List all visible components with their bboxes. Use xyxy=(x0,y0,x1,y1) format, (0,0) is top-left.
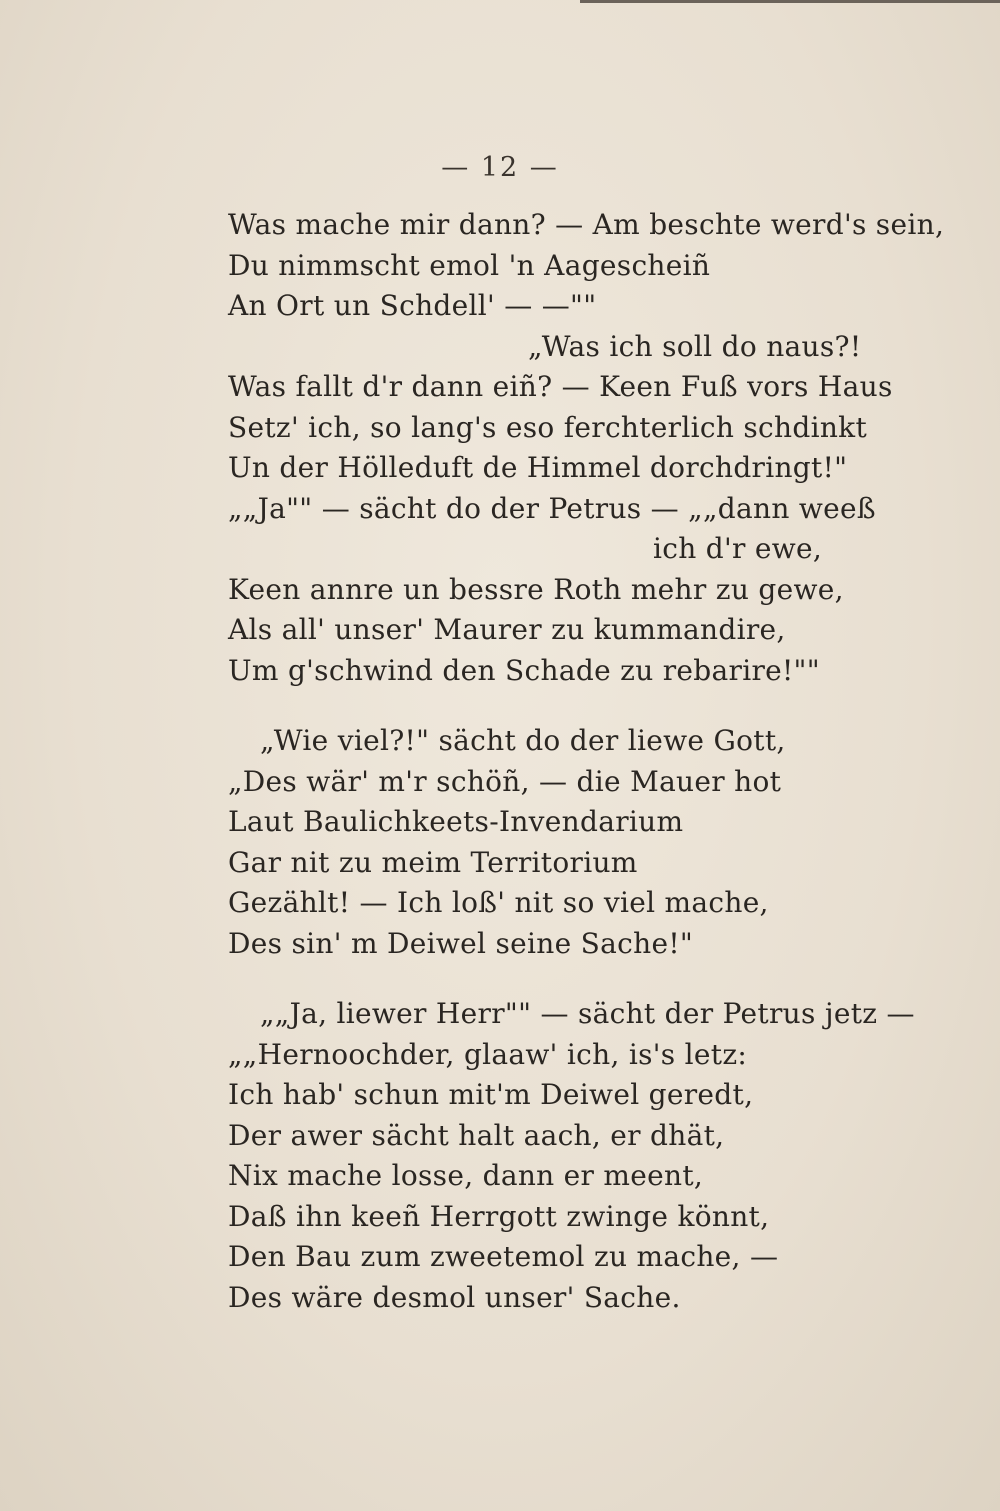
verse-line: Daß ihn keeñ Herrgott zwinge könnt, xyxy=(228,1199,770,1233)
stanza xyxy=(228,721,868,964)
verse-line: Ich hab' schun mit'm Deiwel geredt, xyxy=(228,1078,754,1111)
stanza xyxy=(228,994,915,1318)
verse-line: Was mache mir dann? — Am beschte werd's sein, xyxy=(228,208,945,241)
stanza xyxy=(228,205,945,691)
verse-line: „„Ja, liewer Herr"" — sächt der Petrus jetz — xyxy=(260,997,915,1030)
verse-line: Um g'schwind den Schade zu rebarire!"" xyxy=(228,653,820,687)
stanza-gap xyxy=(228,691,868,721)
verse-line: Un der Hölleduft de Himmel dorchdringt!" xyxy=(228,451,848,484)
verse-line: Du nimmscht emol 'n Aagescheiñ xyxy=(228,248,711,282)
verse-line: Gezählt! — Ich loß' nit so viel mache, xyxy=(228,886,769,919)
verse-line: An Ort un Schdell' — —"" xyxy=(228,289,597,322)
verse-line: Was fallt d'r dann eiñ? — Keen Fuß vors Haus xyxy=(228,370,893,403)
verse-line: „Was ich soll do naus?! xyxy=(528,329,862,363)
verse-line: Nix mache losse, dann er meent, xyxy=(228,1159,704,1192)
verse-line: Der awer sächt halt aach, er dhät, xyxy=(228,1118,725,1152)
verse-line: „Des wär' m'r schöñ, — die Mauer hot xyxy=(228,764,782,798)
verse-line: Setz' ich, so lang's eso ferchterlich schdinkt xyxy=(228,410,868,444)
stanza-gap xyxy=(228,964,868,994)
verse-line: Keen annre un bessre Roth mehr zu gewe, xyxy=(228,572,844,606)
page-number: — 12 — xyxy=(441,152,559,183)
verse-line: ich d'r ewe, xyxy=(653,532,823,565)
verse-line: „Wie viel?!" sächt do der liewe Gott, xyxy=(260,724,786,757)
poem-body xyxy=(228,205,945,1318)
verse-line: Laut Baulichkeets-Invendarium xyxy=(228,805,684,838)
verse-line: Des sin' m Deiwel seine Sache!" xyxy=(228,926,694,960)
top-edge-rule xyxy=(580,0,1000,3)
verse-line: Als all' unser' Maurer zu kummandire, xyxy=(228,613,786,646)
verse-line: Den Bau zum zweetemol zu mache, — xyxy=(228,1240,779,1273)
verse-line: „„Ja"" — sächt do der Petrus — „„dann weeß xyxy=(228,491,876,525)
verse-line: „„Hernoochder, glaaw' ich, is's letz: xyxy=(228,1037,748,1071)
verse-line: Gar nit zu meim Territorium xyxy=(228,845,638,879)
verse-line: Des wäre desmol unser' Sache. xyxy=(228,1280,681,1314)
